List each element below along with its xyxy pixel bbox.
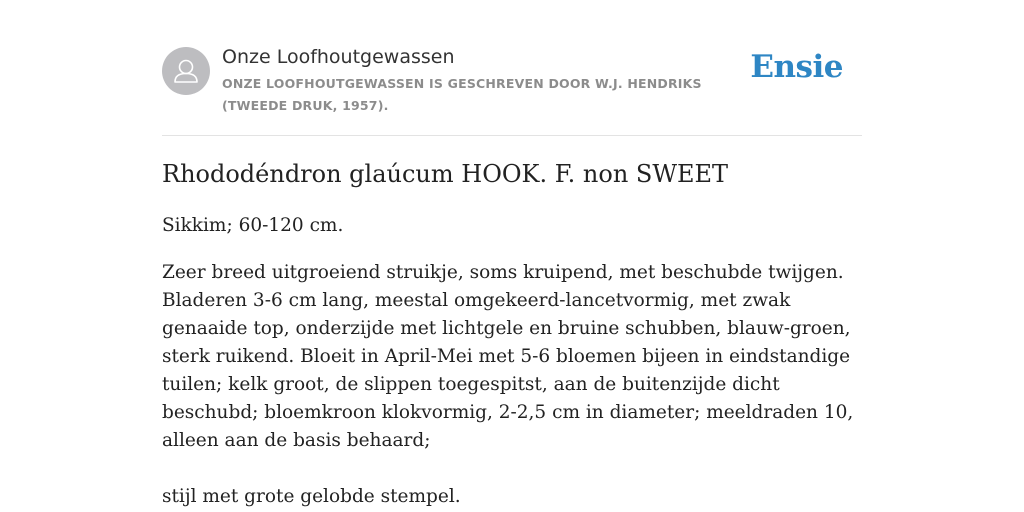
author-avatar (162, 47, 210, 95)
article-paragraph: Zeer breed uitgroeiend struikje, soms kruipend, met beschubde twijgen. Bladeren 3-6 cm lang, meestal omgekeerd-lancetvormig, met zwak genaaide top, onderzijde met lichtgele en bruine schubben, blauw-groen, sterk ruikend. Bloeit in April-Mei met 5-6 bloemen bijeen in eindstandige tuilen; kelk groot, de slippen toegespitst, aan de buitenzijde dicht beschubd; bloemkroon klokvormig, 2-2,5 cm in diameter; meeldraden 10, alleen aan de basis behaard; (162, 262, 854, 451)
article-paragraph: Sikkim; 60-120 cm. (162, 215, 344, 236)
source-title[interactable]: Onze Loofhoutgewassen (222, 46, 455, 68)
source-header (162, 44, 862, 134)
article-paragraph: stijl met grote gelobde stempel. (162, 486, 461, 507)
article-body (162, 156, 862, 511)
ensie-logo[interactable]: Ensie (750, 49, 843, 85)
source-description: ONZE LOOFHOUTGEWASSEN IS GESCHREVEN DOOR W.J. HENDRIKS (TWEEDE DRUK, 1957). (222, 76, 702, 113)
header-divider (162, 135, 862, 136)
user-icon (162, 47, 210, 95)
article-title: Rhododéndron glaúcum HOOK. F. non SWEET (162, 160, 729, 188)
